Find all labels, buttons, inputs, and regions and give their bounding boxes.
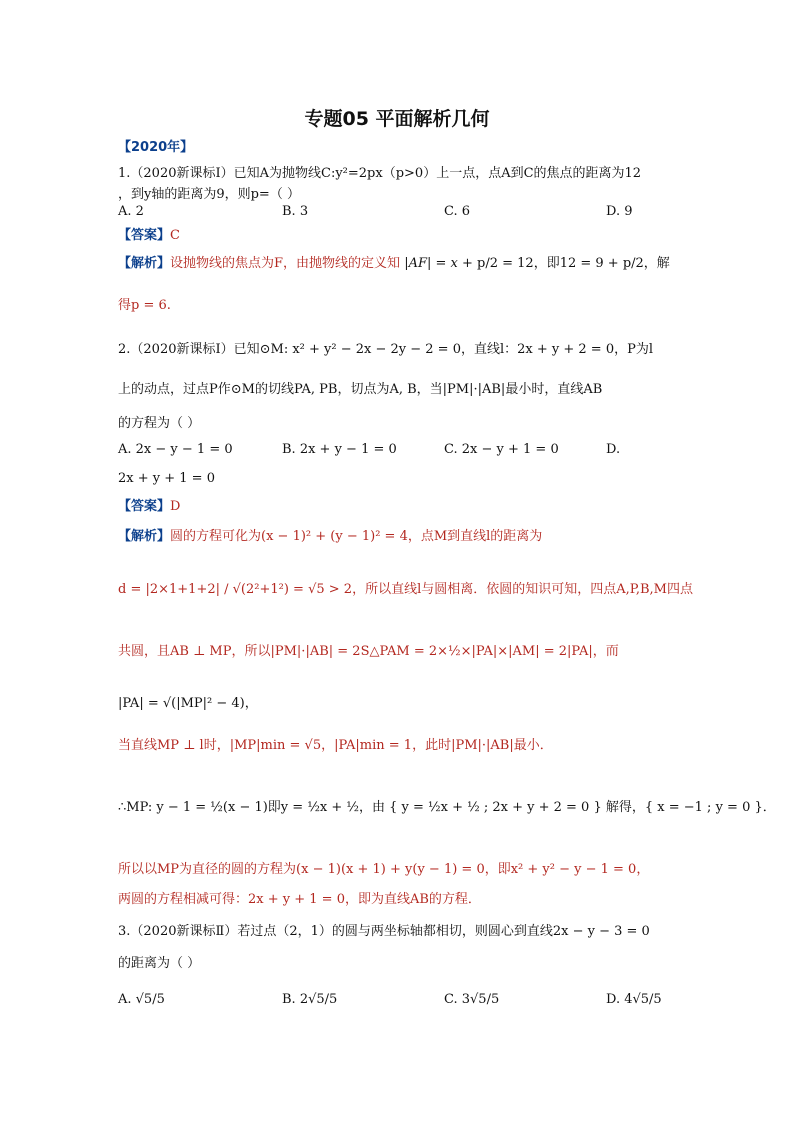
q3-stem-line1: 3.（2020新课标Ⅱ）若过点（2，1）的圆与两坐标轴都相切，则圆心到直线2x − y − 3 = 0 — [118, 924, 650, 939]
q1-stem-line1: 1.（2020新课标Ⅰ）已知A为抛物线C:y²=2px（p>0）上一点，点A到C的焦点的距离为12 — [118, 166, 642, 181]
q2-analysis-line4: |PA| = √(|MP|² − 4)， — [118, 696, 258, 711]
q2-analysis-line1 — [118, 525, 542, 544]
q2-answer-tag: 【答案】 — [118, 499, 171, 514]
q2-stem-line3: 的方程为（ ） — [118, 416, 201, 431]
q3-option-a: A. √5/5 — [118, 992, 165, 1007]
q2-analysis-line2: d = |2×1+1+2| / √(2²+1²) = √5 > 2，所以直线l与圆相离．依圆的知识可知，四点A,P,B,M四点 — [118, 582, 693, 597]
q3-stem-line2: 的距离为（ ） — [118, 956, 201, 971]
q1-analysis-1a: 设抛物线的焦点为F，由抛物线的定义知 — [170, 256, 401, 271]
q2-option-b: B. 2x + y − 1 = 0 — [282, 442, 397, 457]
q2-stem-line1: 2.（2020新课标Ⅰ）已知⊙M: x² + y² − 2x − 2y − 2 = 0，直线l：2x + y + 2 = 0，P为l — [118, 342, 654, 357]
q2-option-c: C. 2x − y + 1 = 0 — [444, 442, 559, 457]
q1-option-b: B. 3 — [282, 204, 309, 219]
q1-analysis-1c: + p/2 = 12，即12 = 9 + p/2，解 — [462, 256, 670, 271]
q1-analysis-tag: 【解析】 — [118, 256, 171, 271]
q1-stem-line2: ，到y轴的距离为9，则p=（ ） — [118, 187, 300, 202]
q2-analysis-line7: 所以以MP为直径的圆的方程为(x − 1)(x + 1) + y(y − 1) = 0，即x² + y² − y − 1 = 0， — [118, 862, 650, 877]
q1-option-a: A. 2 — [118, 204, 144, 219]
q2-analysis-line6: ∴MP: y − 1 = ½(x − 1)即y = ½x + ½，由 { y = ½x + ½ ; 2x + y + 2 = 0 } 解得，{ x = −1 ; y = 0 }． — [118, 800, 776, 815]
q1-analysis-1b: |AF| = x — [404, 256, 458, 271]
q1-option-c: C. 6 — [444, 204, 471, 219]
year-tag: 【2020年】 — [118, 140, 194, 155]
q1-options — [118, 204, 678, 222]
q2-option-d: D. — [606, 442, 621, 457]
q2-answer-value: D — [170, 499, 181, 514]
q2-options — [118, 442, 678, 460]
q2-stem-line2: 上的动点，过点P作⊙M的切线PA, PB，切点为A, B，当|PM|·|AB|最小时，直线AB — [118, 382, 603, 397]
q2-answer — [118, 495, 180, 514]
q3-options — [118, 992, 678, 1012]
q1-answer-value: C — [170, 228, 180, 243]
q3-option-c: C. 3√5/5 — [444, 992, 500, 1007]
q1-analysis-line2: 得p = 6. — [118, 298, 171, 313]
q2-analysis-line3: 共圆，且AB ⊥ MP，所以|PM|·|AB| = 2S△PAM = 2×½×|PA|×|AM| = 2|PA|，而 — [118, 644, 619, 659]
q2-analysis-tag: 【解析】 — [118, 529, 171, 544]
q1-analysis-line1 — [118, 252, 670, 271]
q2-option-a: A. 2x − y − 1 = 0 — [118, 442, 233, 457]
q2-analysis-line8: 两圆的方程相减可得：2x + y + 1 = 0，即为直线AB的方程． — [118, 892, 481, 907]
q2-analysis-line5: 当直线MP ⊥ l时，|MP|min = √5，|PA|min = 1，此时|PM|·|AB|最小． — [118, 738, 553, 753]
q2-option-d-cont: 2x + y + 1 = 0 — [118, 471, 215, 486]
q3-option-b: B. 2√5/5 — [282, 992, 338, 1007]
q1-answer-tag: 【答案】 — [118, 228, 171, 243]
q1-option-d: D. 9 — [606, 204, 633, 219]
page-title: 专题05 平面解析几何 — [304, 108, 490, 130]
q2-analysis-a1: 圆的方程可化为(x − 1)² + (y − 1)² = 4，点M到直线l的距离为 — [170, 529, 543, 544]
q1-answer — [118, 224, 180, 243]
q3-option-d: D. 4√5/5 — [606, 992, 662, 1007]
